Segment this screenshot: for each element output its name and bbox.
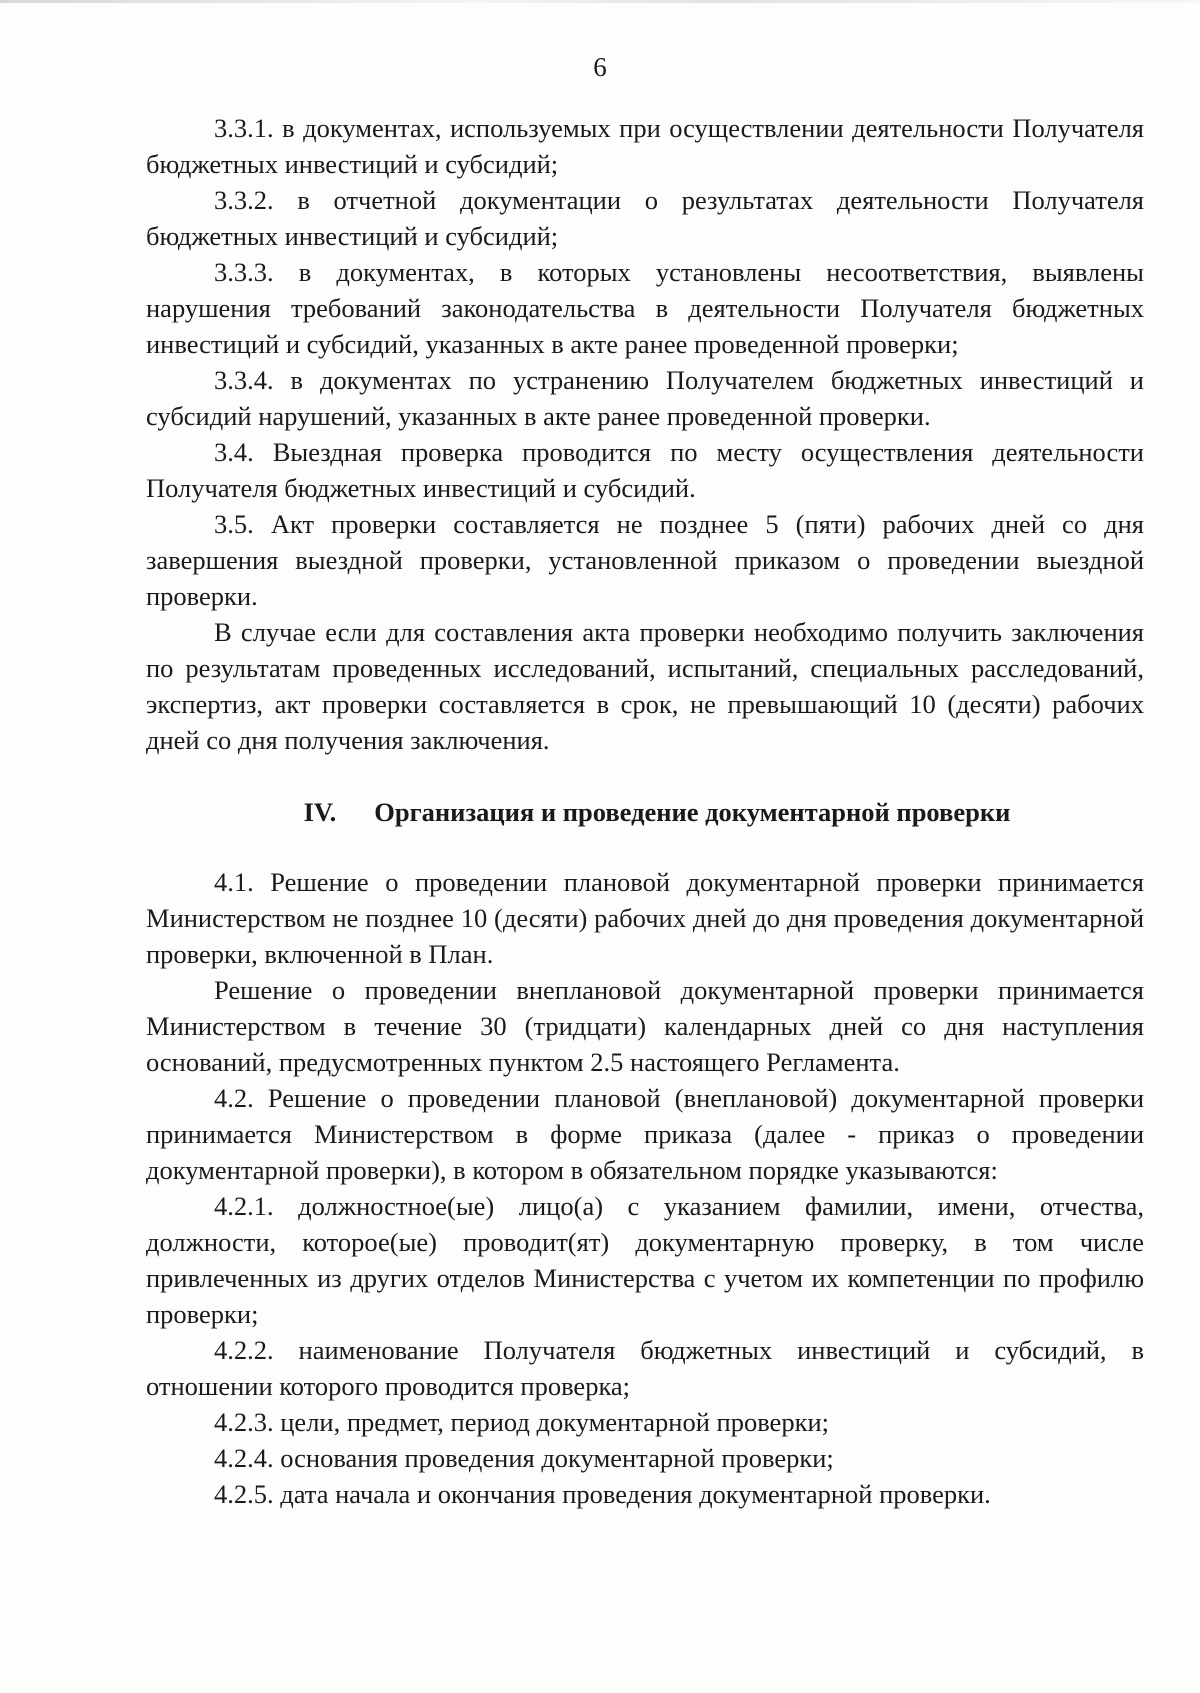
document-body	[146, 110, 1144, 1512]
section-title: Организация и проведение документарной проверки	[374, 797, 1011, 827]
page-number: 6	[593, 52, 607, 82]
paragraph-4-2-5: 4.2.5. дата начала и окончания проведения документарной проверки.	[214, 1479, 991, 1509]
section-heading	[146, 794, 1144, 830]
paragraph-4-2-4: 4.2.4. основания проведения документарной проверки;	[214, 1443, 834, 1473]
paragraph-4-2-3: 4.2.3. цели, предмет, период документарной проверки;	[214, 1407, 829, 1437]
paragraph-3-4: 3.4. Выездная проверка проводится по месту осуществления деятельности Получателя бюджетных инвестиций и субсидий.	[146, 437, 1144, 503]
paragraph-3-5-note: В случае если для составления акта проверки необходимо получить заключения по результатам проведенных исследований, испытаний, специальных расследований, экспертиз, акт проверки составляется в срок, не превышающий 10 (десяти) рабочих дней со дня получения заключения.	[146, 617, 1144, 755]
section-numeral: IV.	[303, 797, 337, 827]
paragraph-3-3-3: 3.3.3. в документах, в которых установлены несоответствия, выявлены нарушения требований законодательства в деятельности Получателя бюджетных инвестиций и субсидий, указанных в акте ранее проведенной проверки;	[146, 257, 1144, 359]
paragraph-3-3-4: 3.3.4. в документах по устранению Получателем бюджетных инвестиций и субсидий нарушений, указанных в акте ранее проведенной проверки.	[146, 365, 1144, 431]
paragraph-3-5: 3.5. Акт проверки составляется не позднее 5 (пяти) рабочих дней со дня завершения выездной проверки, установленной приказом о проведении выездной проверки.	[146, 509, 1144, 611]
paragraph-3-3-2: 3.3.2. в отчетной документации о результатах деятельности Получателя бюджетных инвестиций и субсидий;	[146, 185, 1144, 251]
paragraph-4-2: 4.2. Решение о проведении плановой (внеплановой) документарной проверки принимается Министерством в форме приказа (далее - приказ о проведении документарной проверки), в котором в обязательном порядке указываются:	[146, 1083, 1144, 1185]
paragraph-4-1-unplanned: Решение о проведении внеплановой документарной проверки принимается Министерством в течение 30 (тридцати) календарных дней со дня наступления оснований, предусмотренных пунктом 2.5 настоящего Регламента.	[146, 975, 1144, 1077]
paragraph-4-1: 4.1. Решение о проведении плановой документарной проверки принимается Министерством не позднее 10 (десяти) рабочих дней до дня проведения документарной проверки, включенной в План.	[146, 867, 1144, 969]
paragraph-3-3-1: 3.3.1. в документах, используемых при осуществлении деятельности Получателя бюджетных инвестиций и субсидий;	[146, 113, 1144, 179]
paragraph-4-2-1: 4.2.1. должностное(ые) лицо(а) с указанием фамилии, имени, отчества, должности, которое(ые) проводит(ят) документарную проверку, в том числе привлеченных из других отделов Министерства с учетом их компетенции по профилю проверки;	[146, 1191, 1144, 1329]
scan-edge	[0, 0, 1200, 3]
paragraph-4-2-2: 4.2.2. наименование Получателя бюджетных инвестиций и субсидий, в отношении которого проводится проверка;	[146, 1335, 1144, 1401]
